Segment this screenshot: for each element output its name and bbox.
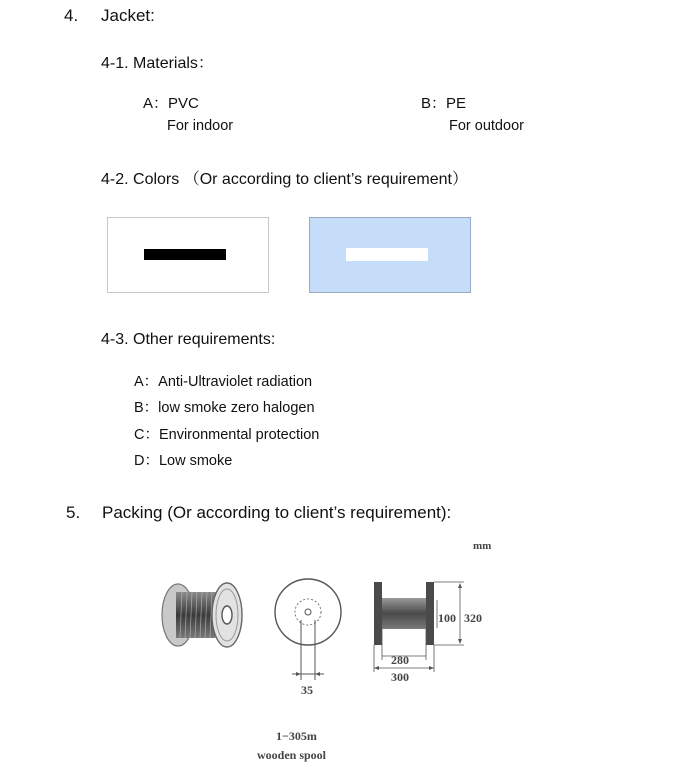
section-4-title: Jacket: [101, 6, 155, 25]
color-swatch-white [107, 217, 269, 293]
spool-type-label: wooden spool [257, 748, 327, 762]
spool-side-view [374, 582, 464, 672]
materials-heading: 4-1. Materials： [101, 55, 214, 72]
material-b-label: B：PE [421, 95, 467, 112]
dimension-flange-height: 320 [464, 611, 482, 625]
dimension-barrel-width: 280 [391, 653, 409, 667]
material-a-note: For indoor [167, 118, 234, 134]
color-swatch-blue-stripe [346, 248, 428, 261]
colors-heading: 4-2. Colors （Or according to client’s requirement） [101, 171, 468, 188]
dimension-hub-width: 35 [301, 683, 313, 697]
requirement-item-d: D：Low smoke [134, 453, 233, 469]
dimension-barrel-height: 100 [438, 611, 456, 625]
material-b-note: For outdoor [449, 118, 524, 134]
requirement-item-a: A：Anti-Ultraviolet radiation [134, 374, 313, 390]
section-5-number: 5. [66, 503, 81, 522]
requirement-item-b: B：low smoke zero halogen [134, 400, 315, 416]
section-4-number: 4. [64, 6, 79, 25]
cable-length-range: 1−305m [276, 729, 317, 743]
spool-photo [162, 583, 242, 647]
material-a-label: A：PVC [143, 95, 199, 112]
section-5-title: Packing (Or according to client’s requirement): [102, 503, 452, 522]
spool-front-view [275, 579, 341, 680]
other-requirements-heading: 4-3. Other requirements: [101, 331, 276, 348]
dimension-overall-width: 300 [391, 670, 409, 684]
requirement-item-c: C：Environmental protection [134, 427, 320, 443]
color-swatch-blue [309, 217, 471, 293]
color-swatch-white-stripe [144, 249, 226, 260]
unit-label: mm [473, 540, 492, 552]
